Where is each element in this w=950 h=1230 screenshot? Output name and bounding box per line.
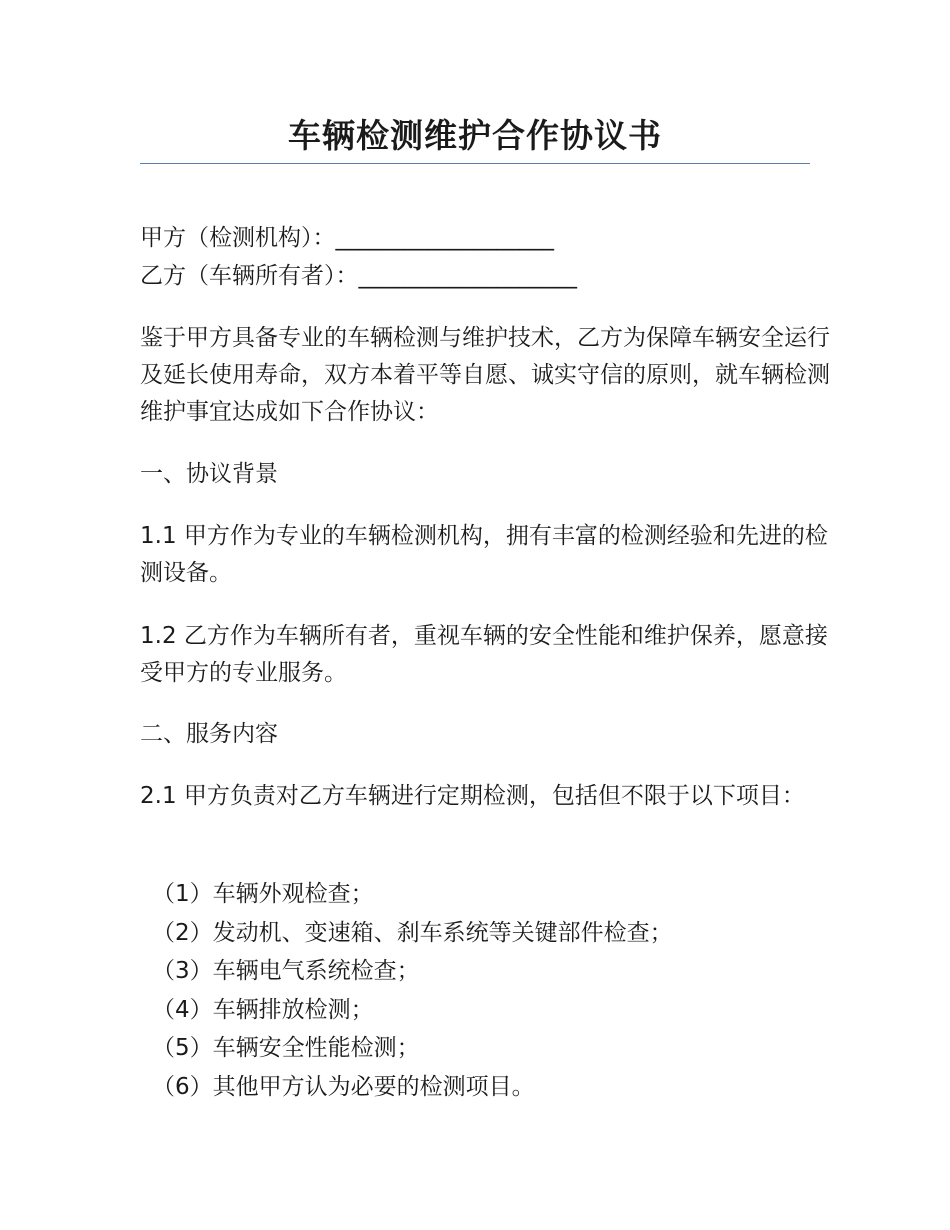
list-item: （2）发动机、变速箱、刹车系统等关键部件检查； — [152, 919, 673, 946]
inspection-items-list — [152, 875, 832, 1106]
party-b-line: 乙方（车辆所有者）：___________________ — [140, 263, 577, 289]
party-a-line: 甲方（检测机构）：___________________ — [140, 225, 554, 251]
clause-paragraph: 2.1 甲方负责对乙方车辆进行定期检测，包括但不限于以下项目： — [140, 783, 805, 809]
section-heading: 二、服务内容 — [140, 721, 278, 747]
list-item: （4）车辆排放检测； — [152, 996, 374, 1023]
document-title: 车辆检测维护合作协议书 — [288, 116, 662, 155]
list-item: （5）车辆安全性能检测； — [152, 1035, 420, 1061]
title-divider — [140, 163, 810, 164]
clause-paragraph: 1.1 甲方作为专业的车辆检测机构，拥有丰富的检测经验和先进的检测设备。 — [140, 523, 828, 586]
list-item: （1）车辆外观检查； — [152, 881, 374, 907]
preamble-paragraph: 鉴于甲方具备专业的车辆检测与维护技术，乙方为保障车辆安全运行及延长使用寿命，双方本着平等自愿、诚实守信的原则，就车辆检测维护事宜达成如下合作协议： — [140, 325, 830, 425]
list-item: （3）车辆电气系统检查； — [152, 958, 420, 984]
clause-paragraph: 1.2 乙方作为车辆所有者，重视车辆的安全性能和维护保养，愿意接受甲方的专业服务。 — [140, 623, 828, 686]
list-item: （6）其他甲方认为必要的检测项目。 — [152, 1073, 535, 1100]
section-heading: 一、协议背景 — [140, 461, 278, 487]
